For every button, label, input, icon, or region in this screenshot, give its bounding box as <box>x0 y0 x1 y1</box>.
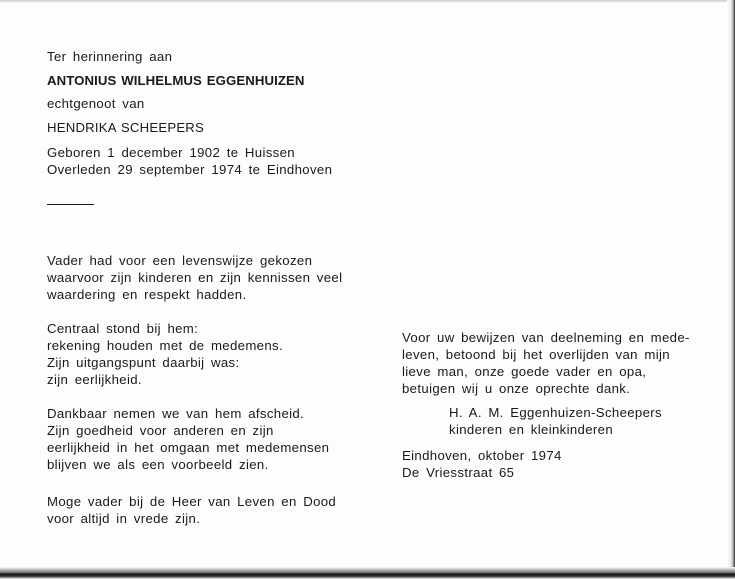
verse-line: Zijn uitgangspunt daarbij was: <box>47 355 240 370</box>
spouse-name: HENDRIKA SCHEEPERS <box>47 120 205 135</box>
verse-line: zijn eerlijkheid. <box>47 372 142 387</box>
verse-line: Zijn goedheid voor anderen en zijn <box>47 423 274 438</box>
intro-text: Ter herinnering aan <box>47 49 173 64</box>
birth-line: Geboren 1 december 1902 te Huissen <box>47 145 295 160</box>
thanks-line: betuigen wij u onze oprechte dank. <box>402 381 631 396</box>
verse-line: Dankbaar nemen we van hem afscheid. <box>47 406 305 421</box>
verse-line: waardering en respekt hadden. <box>47 287 247 302</box>
divider-rule <box>47 204 94 205</box>
verse-line: blijven we als een voorbeeld zien. <box>47 457 269 472</box>
deceased-name: ANTONIUS WILHELMUS EGGENHUIZEN <box>47 73 305 88</box>
verse-line: rekening houden met de medemens. <box>47 338 283 353</box>
verse-line: Vader had voor een levenswijze gekozen <box>47 253 313 268</box>
address: De Vriesstraat 65 <box>402 465 515 480</box>
verse-line: eerlijkheid in het omgaan met medemensen <box>47 440 330 455</box>
verse-line: Centraal stond bij hem: <box>47 321 199 336</box>
thanks-line: leven, betoond bij het overlijden van mijn <box>402 347 670 362</box>
verse-line: Moge vader bij de Heer van Leven en Dood <box>47 494 337 509</box>
signature-name: H. A. M. Eggenhuizen-Scheepers <box>449 405 662 420</box>
card-top-edge <box>0 0 735 3</box>
place-date: Eindhoven, oktober 1974 <box>402 448 562 463</box>
verse-line: voor altijd in vrede zijn. <box>47 511 201 526</box>
thanks-line: Voor uw bewijzen van deelneming en mede- <box>402 330 690 345</box>
card-bottom-edge <box>0 567 735 579</box>
signature-family: kinderen en kleinkinderen <box>449 422 614 437</box>
verse-line: waarvoor zijn kinderen en zijn kennissen veel <box>47 270 343 285</box>
card-right-edge <box>727 0 735 579</box>
relation-text: echtgenoot van <box>47 96 145 111</box>
death-line: Overleden 29 september 1974 te Eindhoven <box>47 162 333 177</box>
thanks-line: lieve man, onze goede vader en opa, <box>402 364 647 379</box>
